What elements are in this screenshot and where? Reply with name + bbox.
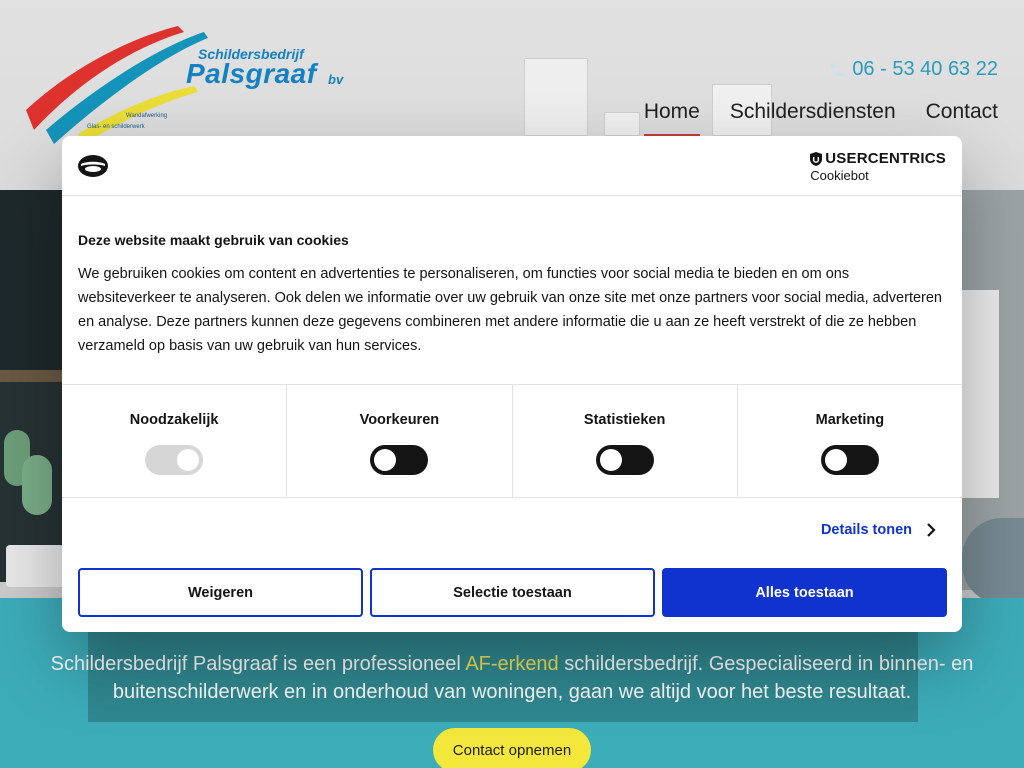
- deny-button[interactable]: Weigeren: [78, 568, 363, 617]
- logo-tagline: Glas- en schilderwerk: [87, 124, 145, 130]
- dialog-description: We gebruiken cookies om content en advertenties te personaliseren, om functies voor social media te bieden en om ons websiteverkeer te analyseren. Ook delen we informatie over uw gebruik van onze site met onze partners voor social media, adverteren en analyse. Deze partners kunnen deze gegevens combineren met andere informatie die u aan ze heeft verstrekt of die ze hebben verzameld op basis van uw gebruik van hun services.: [78, 266, 942, 354]
- chevron-right-icon: [926, 523, 936, 537]
- category-noodzakelijk: [62, 385, 287, 497]
- toggle-knob: [374, 449, 396, 471]
- logo-line2: Palsgraaf: [186, 58, 317, 89]
- allow-selection-button[interactable]: Selectie toestaan: [370, 568, 655, 617]
- toggle-statistieken[interactable]: [596, 445, 654, 475]
- phone-number: 06 - 53 40 63 22: [852, 58, 998, 80]
- logo-line1: Schildersbedrijf: [198, 46, 304, 62]
- category-voorkeuren: [287, 385, 512, 497]
- allow-all-button[interactable]: Alles toestaan: [662, 568, 947, 617]
- category-marketing: [738, 385, 962, 497]
- category-statistieken: [513, 385, 738, 497]
- hero-text-part: schildersbedrijf. Gespecialiseerd in binnen- en buitenschilderwerk en in onderhoud van woningen, gaan we altijd voor het beste resultaat.: [112, 653, 974, 703]
- dialog-header: [62, 136, 962, 196]
- usercentrics-label: USERCENTRICS: [825, 150, 946, 167]
- hero-text-part: Schildersbedrijf Palsgraaf is een professioneel: [50, 653, 466, 675]
- dialog-body: [78, 232, 946, 358]
- af-erkend-link[interactable]: AF-erkend: [465, 653, 559, 675]
- details-toggle-link[interactable]: [821, 522, 936, 538]
- cookiebot-label: Cookiebot: [810, 168, 869, 183]
- cookiebot-logo-icon: [76, 152, 110, 180]
- toggle-noodzakelijk: [145, 445, 203, 475]
- details-label: Details tonen: [820, 522, 912, 538]
- category-label: Noodzakelijk: [129, 412, 219, 428]
- usercentrics-brand[interactable]: [810, 150, 946, 183]
- toggle-voorkeuren[interactable]: [370, 445, 428, 475]
- category-label: Voorkeuren: [359, 412, 440, 428]
- cookie-categories: [62, 384, 962, 498]
- contact-button[interactable]: Contact opnemen: [433, 728, 591, 768]
- category-label: Statistieken: [583, 412, 666, 428]
- toggle-knob: [825, 449, 847, 471]
- usercentrics-title: [810, 150, 946, 167]
- toggle-knob: [177, 449, 199, 471]
- logo-tagline: Wandafwerking: [126, 113, 168, 119]
- nav-item-schildersdiensten[interactable]: Schildersdiensten: [729, 100, 896, 123]
- dialog-title: Deze website maakt gebruik van cookies: [78, 232, 349, 248]
- nav-item-contact[interactable]: Contact: [925, 100, 998, 123]
- nav-item-home[interactable]: Home: [644, 100, 700, 136]
- category-label: Marketing: [815, 412, 885, 428]
- shield-icon: [810, 152, 822, 166]
- cookie-consent-dialog: [62, 136, 962, 632]
- logo-suffix: bv: [328, 72, 344, 87]
- toggle-knob: [600, 449, 622, 471]
- toggle-marketing[interactable]: [821, 445, 879, 475]
